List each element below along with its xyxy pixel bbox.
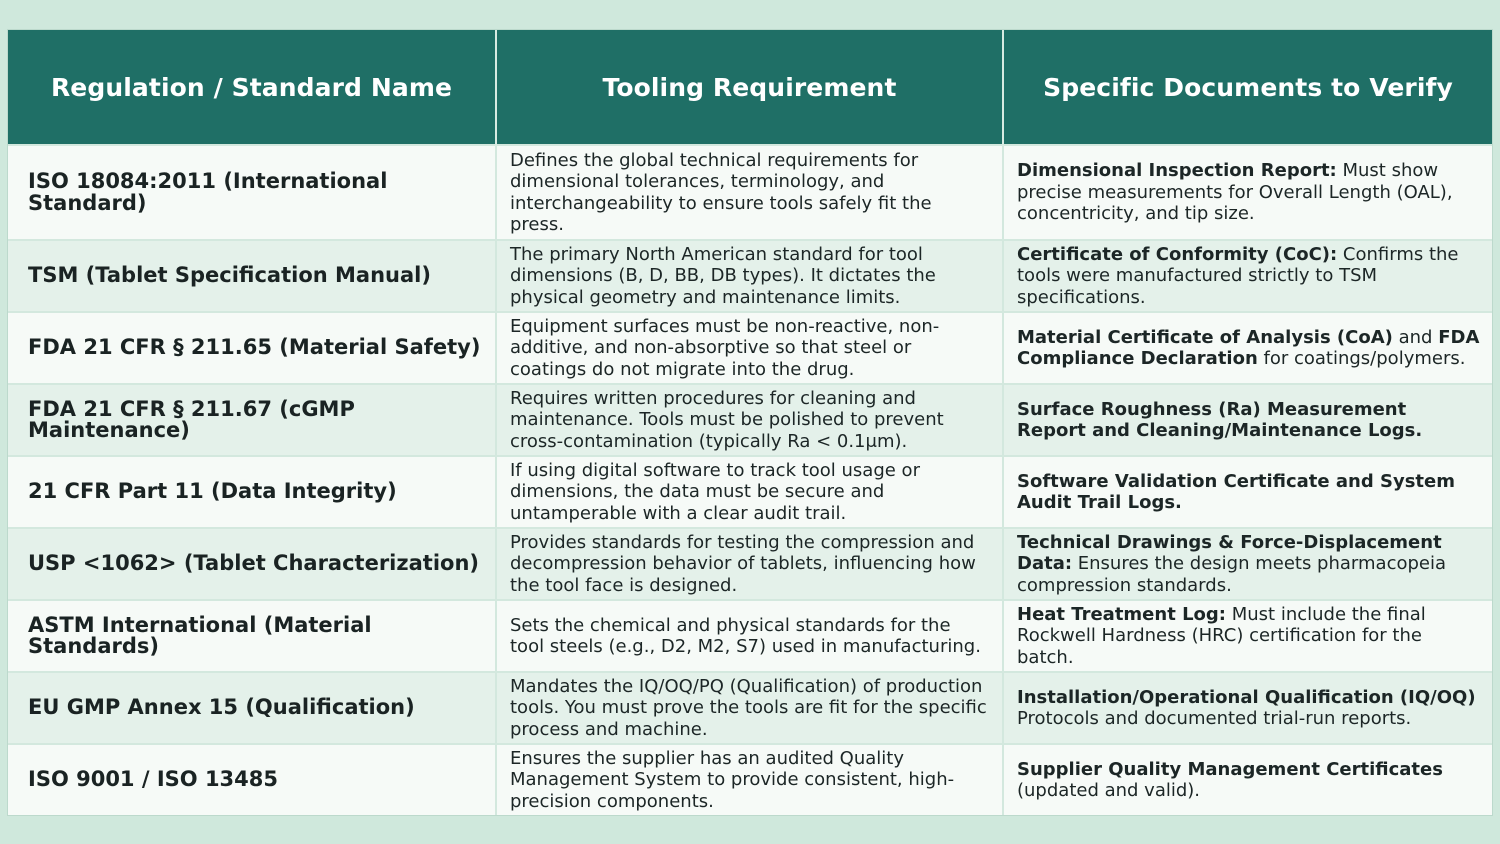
document-detail-secondary: for coatings/polymers. bbox=[1257, 348, 1466, 370]
table-row bbox=[8, 600, 1492, 672]
document-title: Installation/Operational Qualification (IQ/OQ) bbox=[1017, 686, 1476, 708]
header-tooling-requirement: Tooling Requirement bbox=[496, 30, 1003, 145]
regulation-name: TSM (Tablet Specification Manual) bbox=[8, 240, 496, 312]
document-title: Certificate of Conformity (CoC): bbox=[1017, 243, 1338, 265]
tooling-requirement: Ensures the supplier has an audited Quality Management System to provide consistent, high-precision components. bbox=[496, 744, 1003, 815]
table-row bbox=[8, 672, 1492, 744]
regulation-name: USP <1062> (Tablet Characterization) bbox=[8, 528, 496, 600]
tooling-requirement: The primary North American standard for tool dimensions (B, D, BB, DB types). It dictates the physical geometry and maintenance limits. bbox=[496, 240, 1003, 312]
document-detail: Ensures the design meets pharmacopeia compression standards. bbox=[1017, 553, 1447, 596]
document-title: Technical Drawings & Force-Displacement Data: bbox=[1017, 531, 1442, 575]
tooling-requirement: Sets the chemical and physical standards for the tool steels (e.g., D2, M2, S7) used in manufacturing. bbox=[496, 600, 1003, 672]
document-detail: Must include the final Rockwell Hardness (HRC) certification for the batch. bbox=[1017, 603, 1426, 668]
table-row bbox=[8, 456, 1492, 528]
header-regulation-name: Regulation / Standard Name bbox=[8, 30, 496, 145]
regulation-name: FDA 21 CFR § 211.67 (cGMP Maintenance) bbox=[8, 384, 496, 456]
regulation-name: EU GMP Annex 15 (Qualification) bbox=[8, 672, 496, 744]
regulation-name: FDA 21 CFR § 211.65 (Material Safety) bbox=[8, 312, 496, 384]
regulation-name: 21 CFR Part 11 (Data Integrity) bbox=[8, 456, 496, 528]
table-row bbox=[8, 744, 1492, 815]
document-title: Supplier Quality Management Certificates bbox=[1017, 758, 1443, 780]
documents-to-verify bbox=[1003, 456, 1492, 528]
document-detail: Protocols and documented trial-run reports. bbox=[1017, 708, 1412, 730]
table-row bbox=[8, 145, 1492, 240]
header-documents-to-verify: Specific Documents to Verify bbox=[1003, 30, 1492, 145]
document-detail: and bbox=[1392, 326, 1439, 348]
document-title: Material Certificate of Analysis (CoA) bbox=[1017, 326, 1393, 348]
document-title: Heat Treatment Log: bbox=[1017, 603, 1226, 625]
tooling-requirement: If using digital software to track tool usage or dimensions, the data must be secure and untamperable with a clear audit trail. bbox=[496, 456, 1003, 528]
documents-to-verify bbox=[1003, 145, 1492, 240]
documents-to-verify bbox=[1003, 744, 1492, 815]
document-detail: (updated and valid). bbox=[1017, 780, 1201, 802]
regulation-name: ISO 18084:2011 (International Standard) bbox=[8, 145, 496, 240]
documents-to-verify bbox=[1003, 312, 1492, 384]
regulation-name: ISO 9001 / ISO 13485 bbox=[8, 744, 496, 815]
tooling-requirement: Requires written procedures for cleaning and maintenance. Tools must be polished to prevent cross-contamination (typically Ra < 0.1μm). bbox=[496, 384, 1003, 456]
regulation-table-container bbox=[8, 30, 1492, 815]
tooling-requirement: Defines the global technical requirements for dimensional tolerances, terminology, and interchangeability to ensure tools safely fit the press. bbox=[496, 145, 1003, 240]
regulation-name: ASTM International (Material Standards) bbox=[8, 600, 496, 672]
table-row bbox=[8, 528, 1492, 600]
documents-to-verify bbox=[1003, 240, 1492, 312]
documents-to-verify bbox=[1003, 600, 1492, 672]
tooling-requirement: Provides standards for testing the compression and decompression behavior of tablets, influencing how the tool face is designed. bbox=[496, 528, 1003, 600]
document-title: Software Validation Certificate and System Audit Trail Logs. bbox=[1017, 470, 1455, 514]
table-row bbox=[8, 312, 1492, 384]
documents-to-verify bbox=[1003, 672, 1492, 744]
table-header-row bbox=[8, 30, 1492, 145]
document-title-secondary: FDA Compliance Declaration bbox=[1017, 326, 1480, 370]
document-detail: Must show precise measurements for Overall Length (OAL), concentricity, and tip size. bbox=[1017, 160, 1453, 225]
document-title: Surface Roughness (Ra) Measurement Report and Cleaning/Maintenance Logs. bbox=[1017, 398, 1423, 442]
regulation-table bbox=[8, 30, 1492, 815]
table-row bbox=[8, 384, 1492, 456]
table-row bbox=[8, 240, 1492, 312]
documents-to-verify bbox=[1003, 384, 1492, 456]
document-detail: Confirms the tools were manufactured strictly to TSM specifications. bbox=[1017, 243, 1459, 308]
document-title: Dimensional Inspection Report: bbox=[1017, 160, 1337, 182]
tooling-requirement: Mandates the IQ/OQ/PQ (Qualification) of production tools. You must prove the tools are fit for the specific process and machine. bbox=[496, 672, 1003, 744]
documents-to-verify bbox=[1003, 528, 1492, 600]
tooling-requirement: Equipment surfaces must be non-reactive, non-additive, and non-absorptive so that steel or coatings do not migrate into the drug. bbox=[496, 312, 1003, 384]
